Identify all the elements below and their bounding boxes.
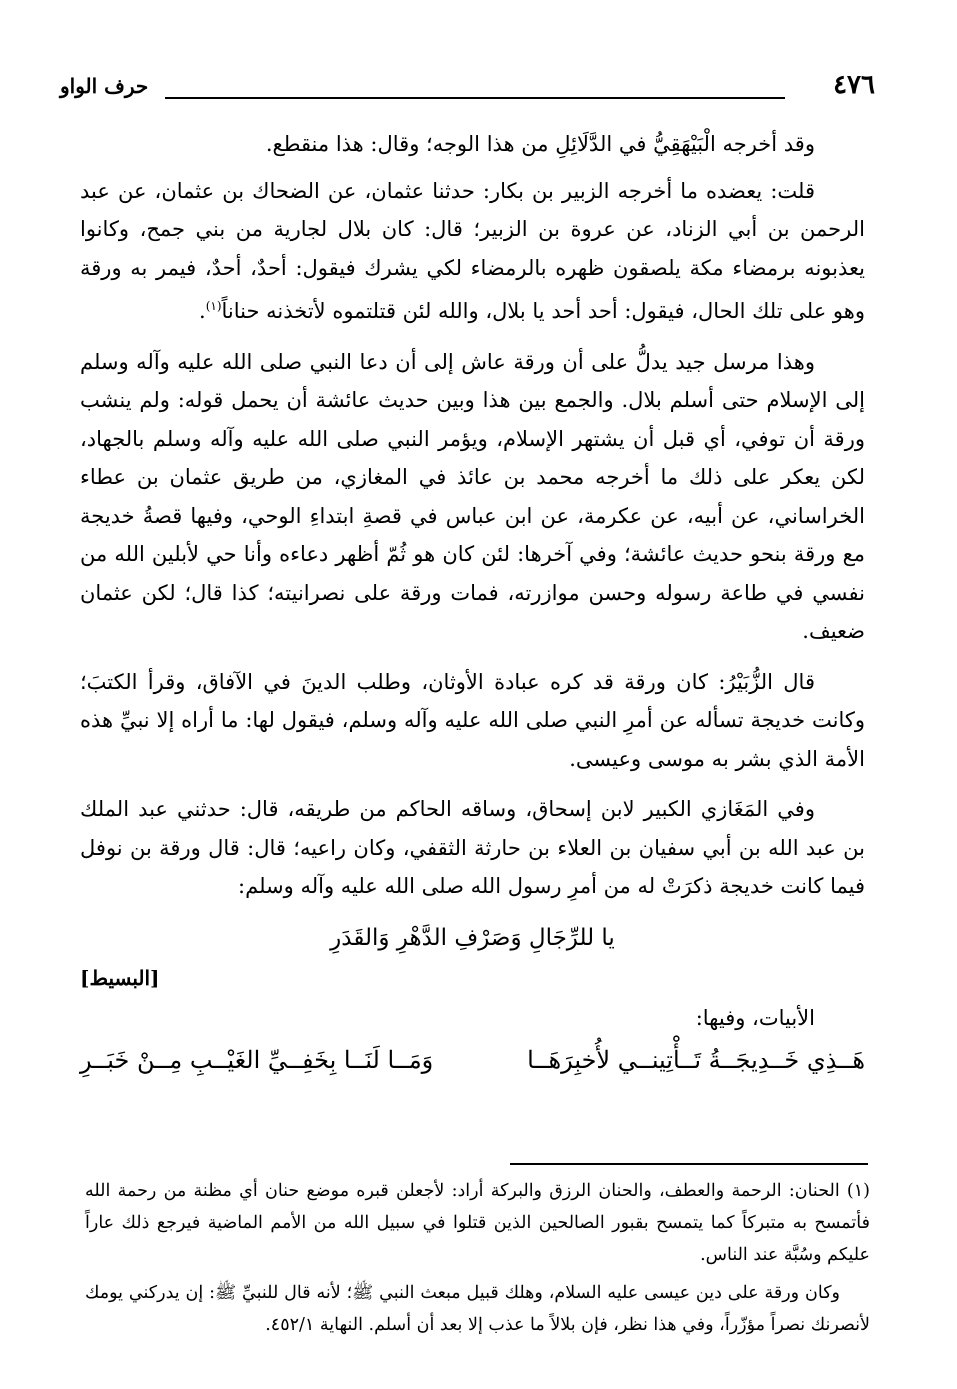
page-number: ٤٧٦ [833,70,875,100]
paragraph-1: وقد أخرجه الْبَيْهَقِيُّ في الدَّلَائِلِ من هذا الوجه؛ وقال: هذا منقطع. [265,132,815,156]
verse-line-2 [80,1040,865,1080]
paragraph-3: وهذا مرسل جيد يدلُّ على أن ورقة عاش إلى أن دعا النبي صلى الله عليه وآله وسلم إلى الإسلام حتى أسلم بلال. والجمع بين هذا وبين حديث عائشة أن يحمل قوله: ولم ينشب ورقة أن توفي، أي قبل أن يشتهر الإسلام، ويؤمر النبي صلى الله عليه وآله وسلم بالجهاد، لكن يعكر على ذلك ما أخرجه محمد بن عائذ في المغازي، من طريق عثمان بن عطاء الخراساني، عن أبيه، عن عكرمة، عن ابن عباس في قصةِ ابتداءِ الوحي، وفيها قصةُ خديجة مع ورقة بنحو حديث عائشة؛ وفي آخرها: لئن كان هو ثُمّ أظهر دعاءه وأنا حي لأبلين الله من نفسي في طاعة رسوله وحسن موازرته، فمات ورقة على نصرانيته؛ كذا قال؛ لكن عثمان ضعيف. [80,349,865,643]
verse-line-1: يا للرِّجَالِ وَصَرْفِ الدَّهْرِ وَالقَدَرِ [330,924,615,951]
paragraph-2-text: قلت: يعضده ما أخرجه الزبير بن بكار: حدثنا عثمان، عن الضحاك بن عثمان، عن عبد الرحمن بن أبي الزناد، عن عروة بن الزبير؛ قال: كان بلال لجارية من بني جمح، وكانوا يعذبونه برمضاء مكة يلصقون ظهره بالرمضاء لكي يشرك فيقول: أحدٌ، أحدٌ، فيمر به ورقة وهو على تلك الحال، فيقول: أحد أحد يا بلال، والله لئن قتلتموه لأتخذنه حناناً [80,178,865,323]
paragraph-5: وفي المَغَازي الكبير لابن إسحاق، وساقه الحاكم من طريقه، قال: حدثني عبد الملك بن عبد الله بن أبي سفيان بن العلاء بن حارثة الثقفي، وكان راعيه؛ قال: قال ورقة بن نوفل فيما كانت خديجة ذكرَتْ له من أمرِ رسول الله صلى الله عليه وآله وسلم: [80,797,865,898]
page-header [60,70,875,110]
paragraph-4: قال الزُّبَيْرُ: كان ورقة قد كره عبادة الأوثان، وطلب الدينَ في الآفاق، وقرأ الكتبَ؛ وكانت خديجة تسأله عن أمرِ النبي صلى الله عليه وآله وسلم، فيقول لها: ما أراه إلا نبيِّ هذه الأمة الذي بشر به موسى وعيسى. [80,669,865,771]
footnotes [85,1175,870,1347]
main-text [80,125,865,1080]
poetic-meter: [البسيط] [80,965,160,990]
period: . [199,299,206,323]
verse-left-hemistich: وَمَــا لَنَــا بِخَفِــيِّ الغَيْــبِ مِــنْ خَبَــرِ [80,1045,434,1074]
footnote-reference: (١) [205,299,222,313]
chapter-title: حرف الواو [60,74,149,98]
verse-intro: الأبيات، وفيها: [695,1005,815,1030]
verse-right-hemistich: هَــذِي خَــدِيجَــةُ تَــأْتِينــي لأُخبِرَهَــا [527,1045,865,1074]
footnote-separator [510,1163,868,1165]
paragraph-2 [80,172,865,331]
footnote-1-continued: وكان ورقة على دين عيسى عليه السلام، وهلك قبيل مبعث النبي ﷺ؛ لأنه قال للنبيِّ ﷺ: إن يدركني يومك لأنصرنك نصراً مؤزّراً، وفي هذا نظر، فإن بلالاً ما عذب إلا بعد أن أسلم. النهاية ٤٥٢/١. [85,1283,870,1335]
footnote-1: (١) الحنان: الرحمة والعطف، والحنان الرزق والبركة أراد: لأجعلن قبره موضع حنان أي مظنة من رحمة الله فأتمسح به متبركاً كما يتمسح بقبور الصالحين الذين قتلوا في سبيل الله من الأمم الماضية فيرجع ذلك عاراً عليكم وسُبَّة عند الناس. [85,1181,870,1265]
header-rule [165,97,785,99]
